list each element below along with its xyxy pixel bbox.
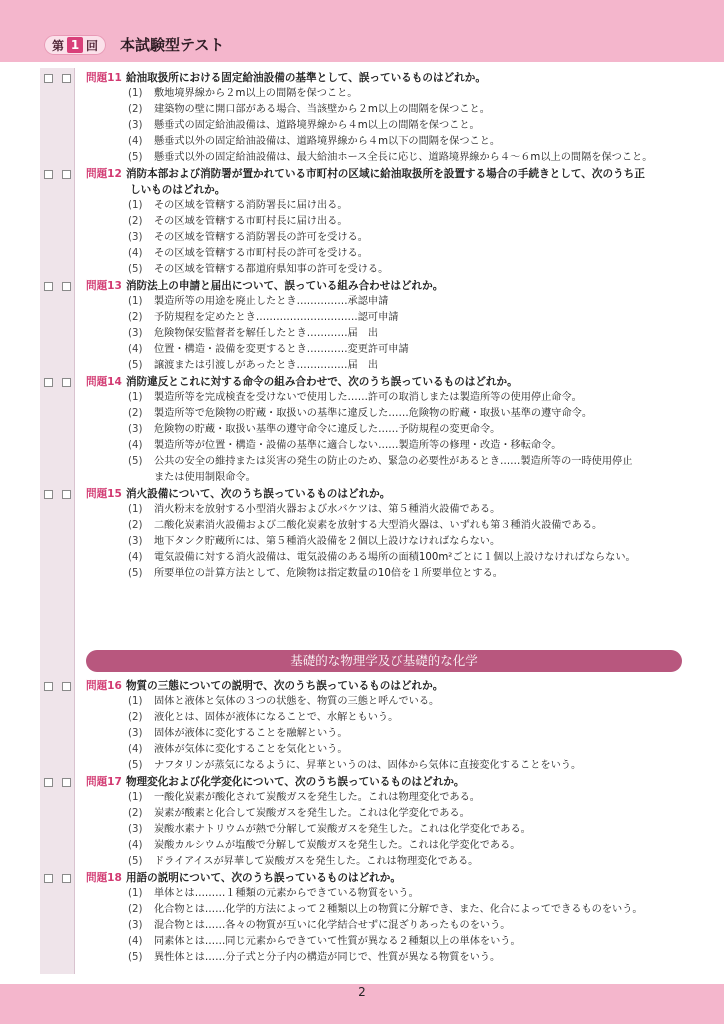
answer-option [86,838,690,854]
review-checkbox[interactable] [62,378,71,387]
page-title: 本試験型テスト [120,36,225,54]
review-checkbox[interactable] [62,282,71,291]
answer-option [86,518,690,534]
answer-option [86,534,690,550]
question-text: 用語の説明について、次のうち誤っているものはどれか。 [125,872,401,884]
option-number: (2) [128,808,143,819]
option-number: (4) [128,440,143,451]
answer-option [86,566,690,582]
answer-option [86,902,690,918]
option-text: 液体が気体に変化することを気化という。 [154,744,348,755]
answer-option [86,262,690,278]
option-text: 製造所等を完成検査を受けないで使用した……許可の取消しまたは製造所等の使用停止命令。 [154,392,582,403]
question-block [86,70,690,166]
option-number: (4) [128,136,143,147]
question-text: 物質の三態についての説明で、次のうち誤っているものはどれか。 [125,680,444,692]
option-text: 炭酸水素ナトリウムが熱で分解して炭酸ガスを発生した。これは化学変化である。 [154,824,531,835]
option-text: 懸垂式以外の固定給油設備は、最大給油ホース全長に応じ、道路境界線から４～６m以上の間隔を保つこと。 [154,152,653,163]
question-text: 消火設備について、次のうち誤っているものはどれか。 [125,488,391,500]
option-number: (3) [128,232,143,243]
option-text: 建築物の壁に開口部がある場合、当該壁から２m以上の間隔を保つこと。 [154,104,490,115]
question-number: 問題18 [86,872,122,884]
question-number: 問題13 [86,280,122,292]
question-text: 給油取扱所における固定給油設備の基準として、誤っているものはどれか。 [125,72,486,84]
answer-option [86,86,690,102]
option-text: 単体とは………１種類の元素からできている物質をいう。 [154,888,419,899]
answer-option [86,230,690,246]
option-number: (5) [128,760,143,771]
option-text: 一酸化炭素が酸化されて炭酸ガスを発生した。これは物理変化である。 [154,792,480,803]
option-text: 炭酸カルシウムが塩酸で分解して炭酸ガスを発生した。これは化学変化である。 [154,840,521,851]
option-number: (3) [128,536,143,547]
option-text: 化合物とは……化学的方法によって２種類以上の物質に分解でき、また、化合によってできるものをいう。 [154,904,643,915]
review-checkbox[interactable] [62,874,71,883]
checkbox-strip [40,68,75,974]
option-number: (4) [128,344,143,355]
review-checkbox[interactable] [62,490,71,499]
option-text: 製造所等が位置・構造・設備の基準に適合しない……製造所等の修理・改造・移転命令。 [154,440,562,451]
question-text: 消防本部および消防署が置かれている市町村の区域に給油取扱所を設置する場合の手続きとして、次のうち正 [125,168,645,180]
answer-option [86,934,690,950]
option-text: その区域を管轄する消防署長に届け出る。 [154,200,348,211]
answer-option [86,438,690,454]
option-text: 混合物とは……各々の物質が互いに化学結合せずに混ざりあったものをいう。 [154,920,511,931]
answer-option [86,150,690,166]
answer-option [86,326,690,342]
badge-suffix: 回 [86,38,99,53]
option-text: 製造所等で危険物の貯蔵・取扱いの基準に違反した……危険物の貯蔵・取扱い基準の遵守命令。 [154,408,593,419]
answer-option [86,198,690,214]
option-text: 所要単位の計算方法として、危険物は指定数量の10倍を１所要単位とする。 [154,568,503,579]
option-text: 固体が液体に変化することを融解という。 [154,728,348,739]
answer-option [86,886,690,902]
option-text: 地下タンク貯蔵所には、第５種消火設備を２個以上設けなければならない。 [154,536,501,547]
question-block [86,486,690,582]
option-text: ナフタリンが蒸気になるように、昇華というのは、固体から気体に直接変化することをいう。 [154,760,582,771]
option-number: (5) [128,360,143,371]
question-block [86,166,690,278]
option-number: (5) [128,264,143,275]
option-text: 製造所等の用途を廃止したとき……………承認申請 [154,296,389,307]
answer-option [86,758,690,774]
option-text: 消火粉末を放射する小型消火器および水バケツは、第５種消火設備である。 [154,504,501,515]
review-checkbox[interactable] [44,778,53,787]
page-header [0,0,724,62]
option-number: (1) [128,200,143,211]
review-checkbox[interactable] [44,74,53,83]
answer-option [86,726,690,742]
option-text: 同素体とは……同じ元素からできていて性質が異なる２種類以上の単体をいう。 [154,936,521,947]
review-checkbox[interactable] [44,874,53,883]
question-block [86,774,690,870]
question-line [86,678,690,694]
question-line [86,166,690,182]
option-text: 電気設備に対する消火設備は、電気設備のある場所の面積100m²ごとに１個以上設けなければならない。 [154,552,636,563]
question-line [86,774,690,790]
option-text: 危険物保安監督者を解任したとき…………届 出 [154,328,379,339]
option-text: 二酸化炭素消火設備および二酸化炭素を放射する大型消火器は、いずれも第３種消火設備である。 [154,520,603,531]
option-number: (1) [128,392,143,403]
option-text: その区域を管轄する都道府県知事の許可を受ける。 [154,264,389,275]
option-text: 譲渡または引渡しがあったとき……………届 出 [154,360,379,371]
question-line [86,870,690,886]
option-number: (2) [128,312,143,323]
question-number: 問題11 [86,72,122,84]
answer-option [86,406,690,422]
option-number: (5) [128,856,143,867]
option-number: (3) [128,728,143,739]
question-line [86,486,690,502]
option-number: (1) [128,888,143,899]
option-text: その区域を管轄する市町村長に届け出る。 [154,216,348,227]
answer-option [86,246,690,262]
question-text-continued: しいものはどれか。 [130,184,226,196]
option-number: (1) [128,792,143,803]
answer-option [86,342,690,358]
answer-option [86,214,690,230]
question-block [86,374,690,486]
option-text: 敷地境界線から２m以上の間隔を保つこと。 [154,88,358,99]
question-number: 問題16 [86,680,122,692]
answer-option [86,550,690,566]
option-number: (1) [128,88,143,99]
review-checkbox[interactable] [44,170,53,179]
option-text: 公共の安全の維持または災害の発生の防止のため、緊急の必要性があるとき……製造所等の一時使用停止 [154,456,633,467]
option-number: (2) [128,712,143,723]
questions-part-2 [86,678,690,966]
answer-option [86,102,690,118]
badge-number: 1 [67,37,83,53]
option-text: 異性体とは……分子式と分子内の構造が同じで、性質が異なる物質をいう。 [154,952,501,963]
option-number: (5) [128,152,143,163]
option-number: (3) [128,120,143,131]
answer-option [86,358,690,374]
answer-option [86,118,690,134]
option-number: (2) [128,904,143,915]
option-text: その区域を管轄する消防署長の許可を受ける。 [154,232,368,243]
option-text: 固体と液体と気体の３つの状態を、物質の三態と呼んでいる。 [154,696,440,707]
review-checkbox[interactable] [62,74,71,83]
review-checkbox[interactable] [62,170,71,179]
option-number: (2) [128,408,143,419]
question-line [86,374,690,390]
option-text: 予防規程を定めたとき…………………………認可申請 [154,312,399,323]
answer-option [86,854,690,870]
option-text: 液化とは、固体が液体になることで、水解ともいう。 [154,712,399,723]
section-title: 基礎的な物理学及び基礎的な化学 [86,650,682,672]
option-number: (4) [128,936,143,947]
answer-option [86,502,690,518]
answer-option [86,790,690,806]
option-number: (2) [128,216,143,227]
question-text: 物理変化および化学変化について、次のうち誤っているものはどれか。 [125,776,465,788]
answer-option [86,294,690,310]
review-checkbox[interactable] [62,778,71,787]
page-number: 2 [358,985,366,999]
answer-option [86,390,690,406]
review-checkbox[interactable] [44,682,53,691]
option-number: (3) [128,824,143,835]
question-line [86,70,690,86]
option-text: 炭素が酸素と化合して炭酸ガスを発生した。これは化学変化である。 [154,808,470,819]
option-text: 位置・構造・設備を変更するとき…………変更許可申請 [154,344,409,355]
round-badge [44,35,106,55]
question-text: 消防違反とこれに対する命令の組み合わせで、次のうち誤っているものはどれか。 [125,376,518,388]
answer-option [86,454,690,470]
review-checkbox[interactable] [44,490,53,499]
option-text: 危険物の貯蔵・取扱い基準の遵守命令に違反した……予防規程の変更命令。 [154,424,501,435]
option-number: (5) [128,456,143,467]
badge-prefix: 第 [52,38,65,53]
answer-option [86,822,690,838]
option-text: 懸垂式の固定給油設備は、道路境界線から４m以上の間隔を保つこと。 [154,120,480,131]
question-block [86,870,690,966]
answer-option [86,950,690,966]
option-text: ドライアイスが昇華して炭酸ガスを発生した。これは物理変化である。 [154,856,479,867]
question-block [86,278,690,374]
option-number: (3) [128,424,143,435]
answer-option [86,710,690,726]
question-line [86,278,690,294]
option-number: (2) [128,520,143,531]
question-number: 問題12 [86,168,122,180]
answer-option [86,806,690,822]
question-block [86,678,690,774]
answer-option [86,134,690,150]
answer-option [86,918,690,934]
option-text: その区域を管轄する市町村長の許可を受ける。 [154,248,368,259]
option-number: (3) [128,920,143,931]
answer-option [86,742,690,758]
option-number: (4) [128,744,143,755]
question-text: 消防法上の申請と届出について、誤っている組み合わせはどれか。 [125,280,444,292]
question-number: 問題14 [86,376,122,388]
question-number: 問題15 [86,488,122,500]
option-text: 懸垂式以外の固定給油設備は、道路境界線から４m以下の間隔を保つこと。 [154,136,501,147]
questions-part-1 [86,70,690,582]
review-checkbox[interactable] [44,282,53,291]
review-checkbox[interactable] [44,378,53,387]
option-number: (3) [128,328,143,339]
option-number: (4) [128,248,143,259]
option-number: (5) [128,568,143,579]
option-number: (1) [128,504,143,515]
option-number: (2) [128,104,143,115]
option-number: (1) [128,696,143,707]
option-number: (4) [128,552,143,563]
question-number: 問題17 [86,776,122,788]
option-number: (1) [128,296,143,307]
answer-option [86,310,690,326]
option-number: (5) [128,952,143,963]
answer-option [86,694,690,710]
option-number: (4) [128,840,143,851]
answer-option [86,422,690,438]
review-checkbox[interactable] [62,682,71,691]
option-text-continued: または使用制限命令。 [154,472,256,483]
